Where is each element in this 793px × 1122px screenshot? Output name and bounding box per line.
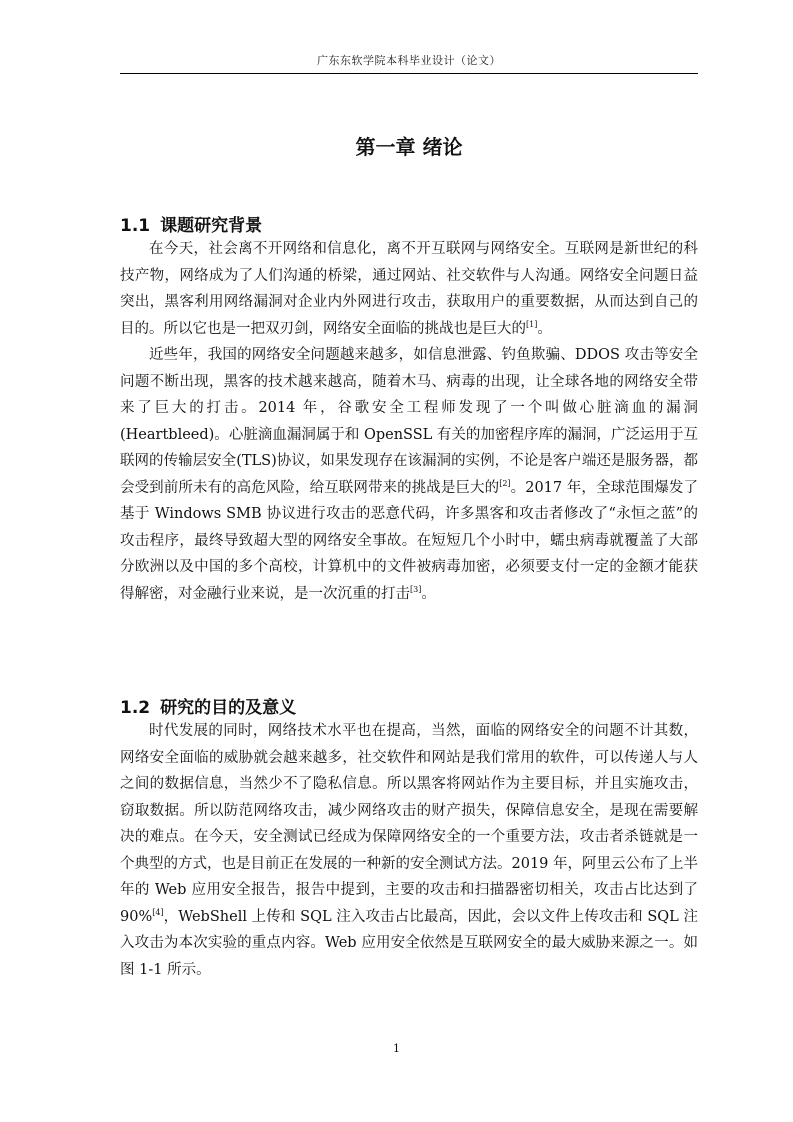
paragraph-text: 近些年，我国的网络安全问题越来越多，如信息泄露、钓鱼欺骗、DDOS 攻击等安全问题不断出现，黑客的技术越来越高，随着木马、病毒的出现，让全球各地的网络安全带来了巨大的打击。2014 年，谷歌安全工程师发现了一个叫做心脏滴血的漏洞(Heartbleed)。心脏滴血漏洞属于和 OpenSSL 有关的加密程序库的漏洞，广泛运用于互联网的传输层安全(TLS)协议，如果发现存在该漏洞的实例，不论是客户端还是服务器，都会受到前所未有的高危风险，给互联网带来的挑战是巨大的 (120, 347, 698, 496)
paragraph (120, 342, 698, 607)
citation: [1] (526, 319, 538, 329)
citation: [3] (410, 584, 422, 594)
section-number: 1.2 (120, 698, 151, 718)
section-body-1-2 (120, 718, 698, 983)
page-number: 1 (393, 1042, 400, 1055)
citation: [4] (152, 907, 164, 917)
paragraph (120, 718, 698, 983)
paragraph (120, 236, 698, 342)
section-number: 1.1 (120, 216, 151, 236)
paragraph-text: ，WebShell 上传和 SQL 注入攻击占比最高，因此，会以文件上传攻击和 SQL 注入攻击为本次实验的重点内容。Web 应用安全依然是互联网安全的最大威胁来源之一。如图 1-1 所示。 (120, 908, 698, 978)
citation: [2] (499, 478, 511, 488)
running-header: 广东东软学院本科毕业设计（论文） (317, 54, 501, 67)
paragraph-text: 。2017 年，全球范围爆发了基于 Windows SMB 协议进行攻击的恶意代码，许多黑客和攻击者修改了“永恒之蓝”的攻击程序，最终导致超大型的网络安全事故。在短短几个小时中，蠕虫病毒就覆盖了大部分欧洲以及中国的多个高校，计算机中的文件被病毒加密，必须要支付一定的金额才能获得解密，对金融行业来说，是一次沉重的打击 (120, 479, 699, 602)
chapter-title: 第一章 绪论 (355, 135, 463, 159)
section-title-text: 课题研究背景 (160, 216, 263, 236)
paragraph-text: 。 (537, 320, 552, 337)
section-title-text: 研究的目的及意义 (160, 698, 297, 718)
paragraph-text: 时代发展的同时，网络技术水平也在提高，当然，面临的网络安全的问题不计其数，网络安全面临的威胁就会越来越多，社交软件和网站是我们常用的软件，可以传递人与人之间的数据信息，当然少不了隐私信息。所以黑客将网站作为主要目标，并且实施攻击，窃取数据。所以防范网络攻击，减少网络攻击的财产损失，保障信息安全，是现在需要解决的难点。在今天，安全测试已经成为保障网络安全的一个重要方法，攻击者杀链就是一个典型的方式，也是目前正在发展的一种新的安全测试方法。2019 年，阿里云公布了上半年的 Web 应用安全报告，报告中提到，主要的攻击和扫描器密切相关，攻击占比达到了 90% (120, 723, 699, 925)
section-heading-1-2 (120, 693, 296, 718)
paragraph-text: 。 (421, 585, 436, 602)
paragraph-text: 在今天，社会离不开网络和信息化，离不开互联网与网络安全。互联网是新世纪的科技产物，网络成为了人们沟通的桥梁，通过网站、社交软件与人沟通。网络安全问题日益突出，黑客利用网络漏洞对企业内外网进行攻击，获取用户的重要数据，从而达到自己的目的。所以它也是一把双刃剑，网络安全面临的挑战也是巨大的 (120, 241, 698, 337)
section-body-1-1 (120, 236, 698, 607)
header-rule (120, 73, 698, 74)
section-heading-1-1 (120, 211, 262, 236)
